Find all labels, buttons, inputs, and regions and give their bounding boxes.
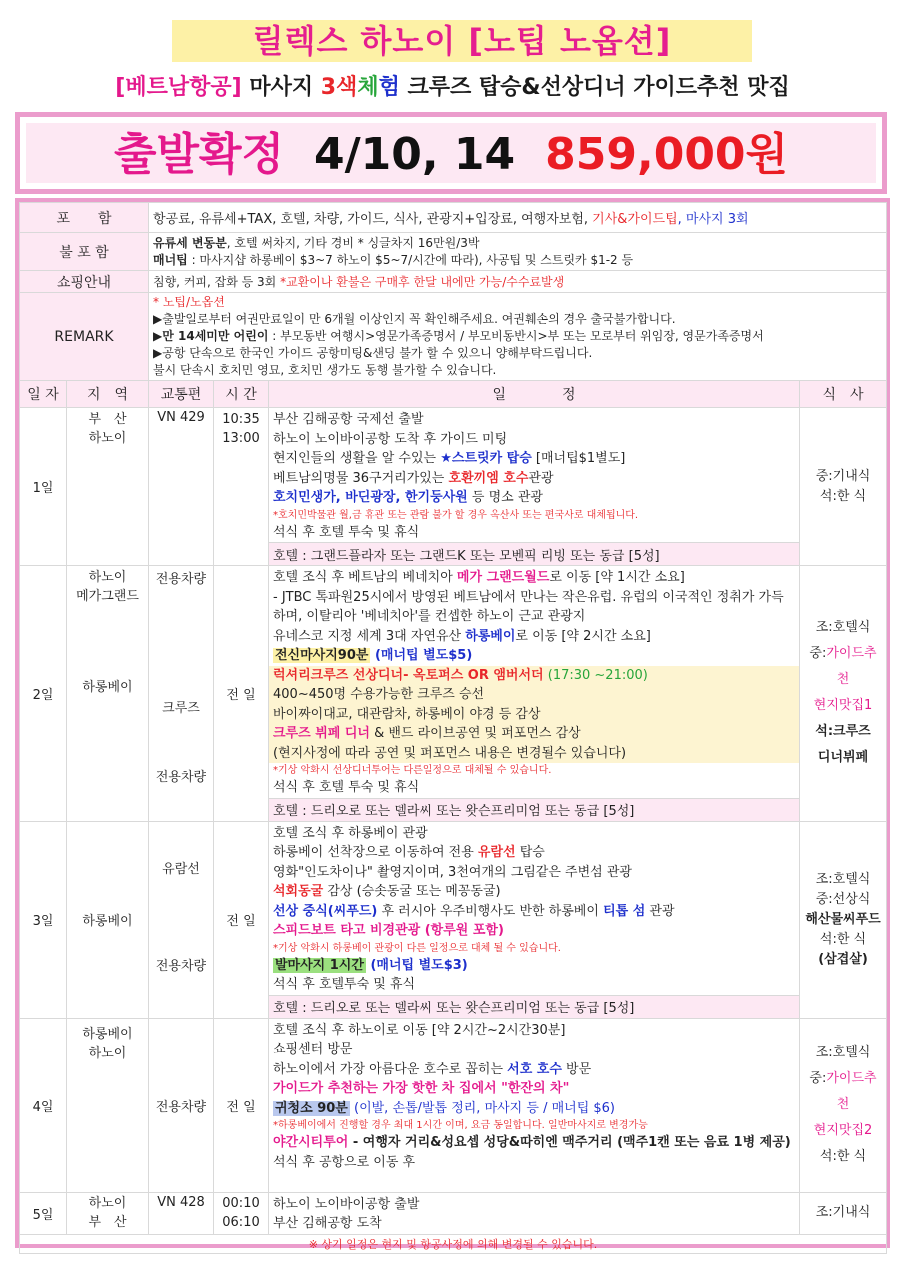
footnote: ※ 상기 일정은 현지 및 항공사정에 의해 변경될 수 있습니다.: [20, 1234, 887, 1253]
day2-s1c: 로 이동 [약 1시간 소요]: [549, 570, 685, 585]
day2-s3a: 유네스코 지정 세계 3대 자연유산: [273, 628, 466, 644]
day4-note: *하롱베이에서 진행할 경우 최대 1시간 이며, 요금 동일합니다. 일반마사지로 변경가능: [273, 1120, 648, 1131]
subtitle-airline: [베트남항공]: [115, 75, 242, 100]
day3-meal4: 석:한 식: [819, 931, 867, 947]
day1-row: [20, 408, 887, 543]
day1-landmarks: 호치민생가, 바딘광장, 한기둥사원: [273, 490, 468, 505]
remark-passport: ▶출발일로부터 여권만료일이 만 6개월 이상인지 꼭 확인해주세요. 여권훼손의 경우 출국불가합니다.: [153, 312, 676, 326]
day2-s11: 석식 후 호텔 투숙 및 휴식: [273, 780, 420, 795]
day4-s3c: 방문: [561, 1061, 592, 1077]
day2-s1a: 호텔 조식 후 베트남의 베네치아: [273, 570, 457, 585]
day2-hotel: 호텔 : 드리오로 또는 델라씨 또는 왓슨프리미엄 또는 동급 [5성]: [269, 798, 800, 821]
day2-meal2b: 가이드추천: [826, 646, 877, 688]
day2-s9: (현지사정에 따라 공연 및 퍼포먼스 내용은 변경될수 있습니다): [273, 745, 627, 761]
day4-transport: 전용차량: [149, 1018, 214, 1192]
day2-megagrand: 메가 그랜드월드: [456, 570, 550, 585]
day2-s2: - JTBC 톡파원25시에서 방영된 베트남에서 만나는 작은유럽. 유럽의 이국적인 정취가 가득하며, 이탈리아 '베네치아'를 컨셉한 하노이 근교 관광지: [273, 589, 784, 624]
schedule-header: [20, 381, 887, 408]
subtitle-rest: 크루즈 탑승&선상디너 가이드추천 맛집: [399, 75, 790, 100]
day4-earclean-detail: (이발, 손톱/발톱 정리, 마사지 등 / 매너팁 $6): [349, 1100, 615, 1116]
day4-earclean: 귀청소 90분: [275, 1100, 348, 1116]
day1-s3a: 현지인들의 생활을 알 수있는: [273, 451, 441, 466]
day2-s8b: & 밴드 라이브공연 및 퍼포먼스 감상: [369, 726, 581, 741]
day4-s3a: 하노이에서 가장 아름다운 호수로 꼽히는: [273, 1061, 508, 1077]
day4-nighttour: 야간시티투어: [273, 1135, 349, 1150]
itinerary-container: [15, 198, 890, 1251]
day2-halong: 하롱베이: [465, 628, 516, 644]
day2-meal3: 현지맛집1: [813, 698, 873, 714]
remark-inspection: 불시 단속시 호치민 영묘, 호치민 생가도 동행 불가할 수 있습니다.: [153, 363, 497, 377]
remark-airport: ▶공항 단속으로 한국인 가이드 공항미팅&샌딩 불가 할 수 있으니 양해부탁드립니다.: [153, 346, 593, 360]
day1-label: 1일: [20, 408, 67, 566]
day2-transport2: 크루즈: [162, 701, 200, 716]
day2-region3: 하롱베이: [82, 680, 133, 695]
day4-s8: 석식 후 공항으로 이동 후: [273, 1154, 416, 1170]
day3-s2c: 탑승: [515, 845, 545, 860]
day1-s1: 부산 김해공항 국제선 출발: [273, 412, 424, 427]
day3-meal2: 중:선상식: [815, 891, 871, 907]
day1-lake: 호환끼엠 호수: [448, 470, 529, 486]
subtitle-massage: 마사지: [241, 75, 321, 100]
day1-s2: 하노이 노이바이공항 도착 후 가이드 미팅: [273, 431, 508, 447]
include-tip: 기사&가이드팁: [588, 212, 678, 227]
day3-footmassage: 발마사지 1시간: [275, 957, 364, 973]
header-time: 시 간: [214, 381, 269, 408]
day2-transport1: 전용차량: [155, 572, 207, 587]
day3-cruiseboat: 유람선: [477, 845, 516, 860]
header-region: 지 역: [67, 381, 149, 408]
day3-s2a: 하롱베이 선착장으로 이동하여 전용: [273, 845, 478, 860]
shopping-label: 쇼핑안내: [20, 271, 149, 293]
day2-massage: 전신마사지90분: [275, 648, 369, 663]
include-massage: , 마사지 3회: [677, 212, 749, 227]
remark-row: [20, 293, 887, 381]
subtitle-3color: 3색: [320, 75, 358, 100]
day1-s3c: [매너팁$1별도]: [531, 451, 626, 466]
day2-transport3: 전용차량: [155, 770, 207, 785]
day2-massage-tip: (매너팁 별도$5): [370, 648, 473, 663]
day1-note: *호치민박물관 월,금 휴관 또는 관람 불가 할 경우 옥산사 또는 편국사로 대체됩니다.: [273, 509, 639, 521]
day3-seafood: 선상 중식(씨푸드): [273, 903, 378, 919]
day2-row: [20, 566, 887, 799]
subtitle-che: 체: [357, 75, 379, 100]
price: 859,000원: [545, 129, 789, 180]
day3-transport2: 전용차량: [155, 958, 207, 974]
day3-row: [20, 821, 887, 995]
day1-region2: 하노이: [88, 431, 127, 446]
itinerary-table: [19, 202, 887, 1254]
day4-s1: 호텔 조식 후 하노이로 이동 [약 2시간~2시간30분]: [273, 1022, 566, 1038]
day1-time2: 13:00: [222, 431, 260, 446]
day3-time: 전 일: [214, 821, 269, 1018]
day2-note: *기상 악화시 선상디너투어는 다른일정으로 대체될 수 있습니다.: [273, 765, 552, 776]
day3-s9: 석식 후 호텔투숙 및 휴식: [273, 977, 416, 992]
day3-note: *기상 악화시 하롱베이 관광이 다른 일정으로 대체 될 수 있습니다.: [273, 942, 561, 954]
exclude-tip: 매너팁: [153, 252, 188, 267]
exclude-row: [20, 233, 887, 271]
day2-s6: 400~450명 수용가능한 크루즈 승선: [273, 687, 485, 702]
page-title: 릴렉스 하노이 [노팁 노옵션]: [172, 20, 752, 62]
day3-s1: 호텔 조식 후 하롱베이 관광: [273, 825, 428, 841]
day4-meal1: 조:호텔식: [815, 1045, 871, 1060]
day2-meal2a: 중:: [809, 646, 827, 662]
header-transport: 교통편: [149, 381, 214, 408]
day4-meal3: 현지맛집2: [813, 1123, 873, 1138]
remark-label: REMARK: [20, 293, 149, 381]
day4-row: [20, 1018, 887, 1192]
day4-meal2b: 가이드추천: [826, 1071, 877, 1112]
day1-time1: 10:35: [222, 412, 260, 427]
day1-streetcar: ★스트릿카 탑승: [440, 451, 532, 466]
day3-s3: 영화"인도차이나" 촬영지이며, 3천여개의 그림같은 주변섬 관광: [273, 864, 632, 880]
exclude-line2: : 마사지샵 하롱베이 $3~7 하노이 $5~7/시간에 따라), 사공팁 및 스트릿카 $1-2 등: [187, 252, 634, 267]
day4-s2: 쇼핑센터 방문: [273, 1042, 353, 1057]
day2-meal1: 조:호텔식: [815, 620, 871, 636]
include-label: 포 함: [20, 203, 149, 233]
day5-meal: 조:기내식: [800, 1192, 887, 1234]
header-meal: 식 사: [800, 381, 887, 408]
day4-region2: 하노이: [88, 1045, 127, 1061]
day3-s4b: 감상 (승솟동굴 또는 메꽁동굴): [323, 884, 501, 899]
day3-meal1: 조:호텔식: [815, 871, 871, 887]
day3-transport1: 유람선: [162, 861, 200, 877]
day4-tea: 가이드가 추천하는 가장 핫한 차 집에서 "한잔의 차": [273, 1081, 570, 1096]
day3-meal3: 해산물씨푸드: [805, 911, 881, 927]
subtitle-heom: 험: [378, 75, 400, 100]
remark-child-label: ▶만 14세미만 어린이: [153, 329, 269, 343]
day4-region1: 하롱베이: [82, 1026, 133, 1042]
day2-s7: 바이짜이대교, 대관람차, 하롱베이 야경 등 감상: [273, 706, 541, 722]
departure-dates: 4/10, 14: [313, 129, 516, 180]
day1-hotel: 호텔 : 그랜드플라자 또는 그랜드K 또는 모벤픽 리빙 또는 동급 [5성]: [269, 543, 800, 566]
include-row: [20, 203, 887, 233]
shopping-note: *교환이나 환불은 구매후 한달 내에만 가능/수수료발생: [280, 275, 565, 289]
day1-meal1: 중:기내식: [815, 468, 871, 484]
day4-nighttour-detail: - 여행자 거리&성요셉 성당&따히엔 맥주거리 (맥주1캔 또는 음료 1병 제공): [348, 1135, 791, 1150]
confirm-label: 출발확정: [113, 129, 284, 180]
day1-transport: VN 429: [149, 408, 214, 566]
day5-row: [20, 1192, 887, 1234]
day3-cave: 석회동굴: [273, 884, 324, 899]
day4-meal2a: 중:: [809, 1071, 827, 1086]
include-text: 항공료, 유류세+TAX, 호텔, 차량, 가이드, 식사, 관광지+입장료, 여행자보험,: [153, 212, 589, 227]
day3-titop: 티톱 섬: [603, 903, 646, 919]
header-day: 일 자: [20, 381, 67, 408]
subtitle: [0, 70, 905, 106]
day5-region1: 하노이: [88, 1196, 127, 1211]
day4-time: 전 일: [214, 1018, 269, 1192]
exclude-fuel: 유류세 변동분: [153, 235, 227, 250]
day4-label: 4일: [20, 1018, 67, 1192]
day2-buffet: 크루즈 뷔페 디너: [273, 726, 370, 741]
departure-banner: [15, 112, 887, 194]
day3-s5d: 관광: [645, 903, 675, 919]
day2-meal4: 석:크루즈: [815, 724, 871, 740]
shopping-row: [20, 271, 887, 293]
day3-footmassage-tip: (매너팁 별도$3): [365, 957, 468, 973]
exclude-label: 불 포 함: [20, 233, 149, 271]
exclude-line1: , 호텔 써차지, 기타 경비 * 싱글차지 16만원/3박: [226, 235, 480, 250]
day2-cruise-time: (17:30 ~21:00): [543, 667, 648, 683]
day1-region1: 부 산: [88, 412, 127, 427]
remark-child: : 부모동반 여행시>영문가족증명서 / 부모비동반시>부 또는 모로부터 위임장, 영문가족증명서: [268, 329, 764, 343]
day1-meal2: 석:한 식: [819, 488, 867, 504]
day1-s4c: 관광: [528, 470, 554, 486]
day2-region1: 하노이: [88, 570, 127, 585]
day3-speedboat: 스피드보트 타고 비경관광 (항루원 포함): [273, 923, 504, 938]
day5-transport: VN 428: [149, 1192, 214, 1234]
day5-region2: 부 산: [88, 1215, 127, 1230]
day1-s7: 석식 후 호텔 투숙 및 휴식: [273, 524, 420, 540]
day1-s4a: 베트남의명물 36구거리가있는: [273, 470, 449, 486]
day4-meal4: 석:한 식: [819, 1149, 867, 1164]
day3-s5b: 후 러시아 우주비행사도 반한 하롱베이: [377, 903, 604, 919]
day3-region: 하롱베이: [67, 821, 149, 1018]
header-schedule: 일 정: [269, 381, 800, 408]
day1-s5b: 등 명소 관광: [467, 490, 543, 505]
remark-notip: * 노팁/노옵션: [153, 295, 225, 309]
day2-region2: 메가그랜드: [76, 589, 139, 604]
day5-time1: 00:10: [222, 1196, 260, 1211]
day2-cruise-title: 럭셔리크루즈 선상디너- 옥토퍼스 OR 앰버서더: [273, 667, 544, 683]
day2-time: 전 일: [214, 566, 269, 822]
day2-label: 2일: [20, 566, 67, 822]
shopping-text: 침향, 커피, 잡화 등 3회: [153, 275, 281, 289]
day2-meal5: 디너뷔페: [817, 750, 869, 766]
day4-westlake: 서호 호수: [507, 1061, 562, 1077]
day3-meal5: (삼겹살): [818, 951, 868, 967]
day3-hotel: 호텔 : 드리오로 또는 델라씨 또는 왓슨프리미엄 또는 동급 [5성]: [269, 995, 800, 1018]
day5-s1: 하노이 노이바이공항 출발: [273, 1196, 420, 1212]
day5-label: 5일: [20, 1192, 67, 1234]
day2-s3c: 로 이동 [약 2시간 소요]: [515, 628, 651, 644]
day5-time2: 06:10: [222, 1215, 260, 1230]
day3-label: 3일: [20, 821, 67, 1018]
day5-s2: 부산 김해공항 도착: [273, 1215, 382, 1231]
